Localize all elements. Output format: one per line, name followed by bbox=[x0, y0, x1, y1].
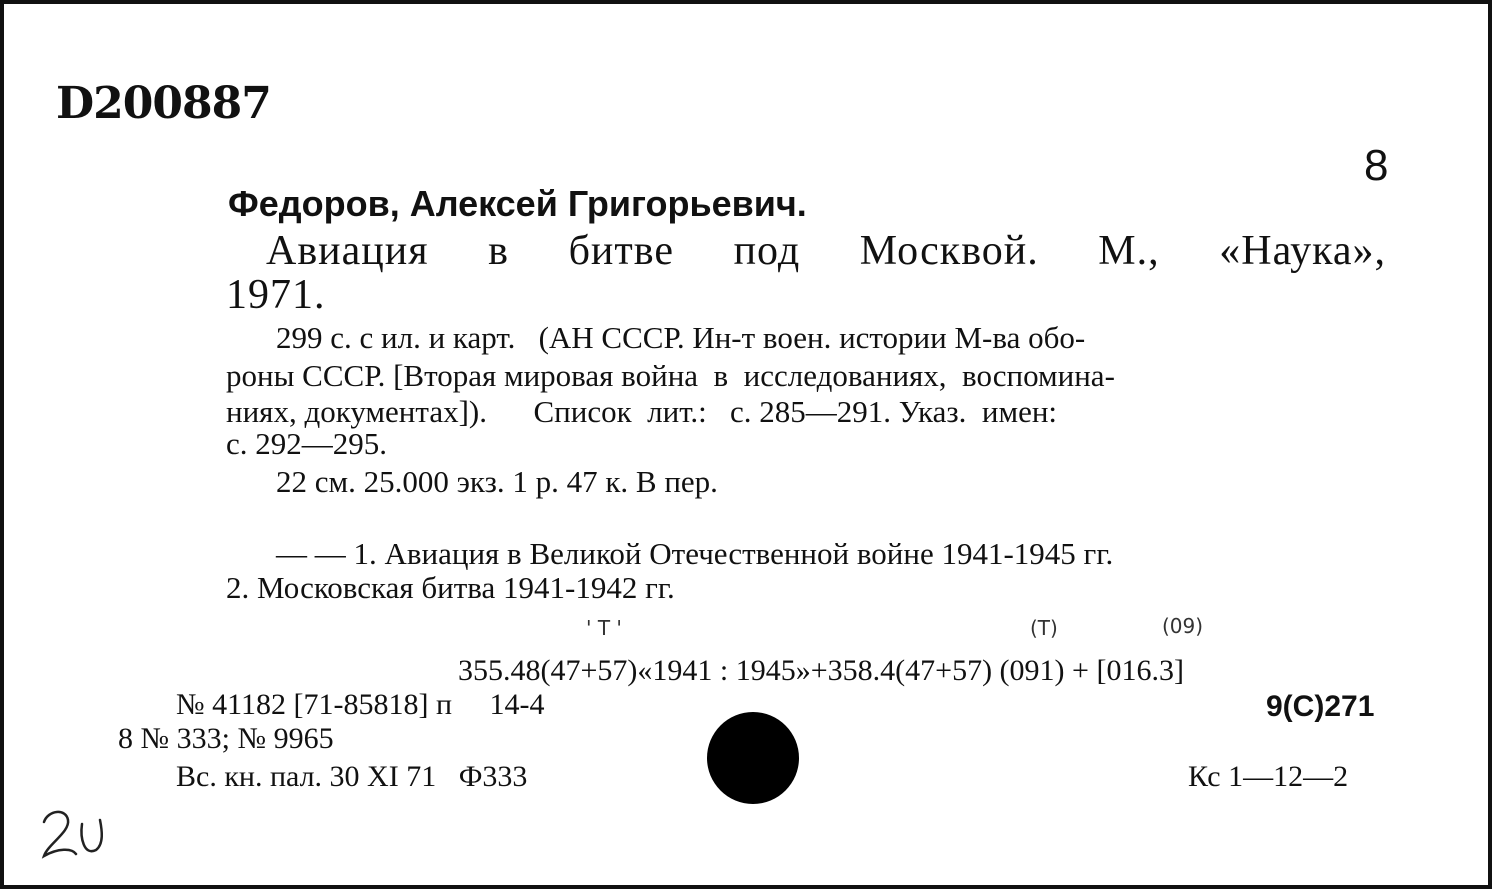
handwritten-mark-graphic bbox=[38, 804, 108, 864]
pencil-note: ' T ' bbox=[586, 616, 622, 640]
hole-punch bbox=[707, 712, 799, 804]
description-line: с. 292—295. bbox=[226, 426, 388, 461]
description-line: ниях, документах]). Список лит.: с. 285—291. Указ. имен: bbox=[226, 394, 1058, 429]
title-word: М., bbox=[1098, 228, 1160, 274]
kc-code: Кс 1—12—2 bbox=[1188, 760, 1349, 793]
pencil-note: (T) bbox=[1030, 616, 1058, 640]
title-word: битве bbox=[568, 228, 674, 274]
handwritten-mark bbox=[38, 804, 108, 869]
bbk-code: 9(C)271 bbox=[1266, 690, 1375, 723]
chamber-line: Вс. кн. пал. 30 XI 71 Ф333 bbox=[176, 760, 528, 793]
subjects-line: 2. Московская битва 1941-1942 гг. bbox=[226, 570, 675, 605]
record-number: № 41182 [71-85818] п 14-4 bbox=[176, 688, 545, 721]
title-word: Авиация bbox=[266, 228, 429, 274]
description-line: роны СССР. [Вторая мировая война в исследованиях, воспомина- bbox=[226, 358, 1115, 393]
description-line: 299 с. с ил. и карт. (АН СССР. Ин-т воен. истории М-ва обо- bbox=[276, 320, 1086, 355]
title-line-2: 1971. bbox=[226, 272, 326, 318]
format-line: 22 см. 25.000 экз. 1 р. 47 к. В пер. bbox=[276, 464, 718, 499]
author-name: Федоров, Алексей Григорьевич. bbox=[228, 183, 807, 224]
title-word: в bbox=[488, 228, 509, 274]
pencil-note: (09) bbox=[1162, 614, 1204, 638]
references-line: 8 № 333; № 9965 bbox=[118, 722, 334, 755]
title-word: под bbox=[733, 228, 801, 274]
title-word: Москвой. bbox=[859, 228, 1039, 274]
inventory-number: D200887 bbox=[56, 78, 271, 129]
classification-index: 355.48(47+57)«1941 : 1945»+358.4(47+57) (091) + [016.3] bbox=[458, 654, 1184, 687]
title-word: «Наука», bbox=[1219, 228, 1386, 274]
section-number: 8 bbox=[1364, 141, 1389, 190]
subjects-line: — — 1. Авиация в Великой Отечественной войне 1941-1945 гг. bbox=[276, 536, 1114, 571]
title-line-1 bbox=[266, 230, 1386, 272]
